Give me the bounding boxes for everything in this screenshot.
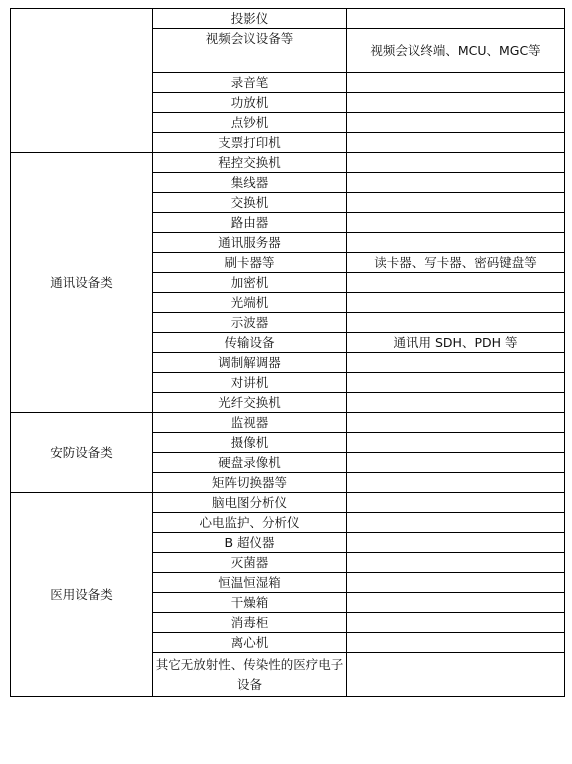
note-cell: [347, 453, 565, 473]
device-cell: 集线器: [153, 173, 347, 193]
device-cell: 通讯服务器: [153, 233, 347, 253]
device-cell: 加密机: [153, 273, 347, 293]
device-cell: 离心机: [153, 633, 347, 653]
device-cell: 点钞机: [153, 113, 347, 133]
device-cell: 示波器: [153, 313, 347, 333]
device-cell: B 超仪器: [153, 533, 347, 553]
note-cell: [347, 93, 565, 113]
device-cell: 传输设备: [153, 333, 347, 353]
note-cell: [347, 493, 565, 513]
equipment-table: [10, 8, 565, 697]
device-cell: 视频会议设备等: [153, 29, 347, 73]
device-cell: 光端机: [153, 293, 347, 313]
note-cell: [347, 213, 565, 233]
note-cell: [347, 653, 565, 697]
device-cell: 光纤交换机: [153, 393, 347, 413]
note-cell: [347, 113, 565, 133]
device-cell: 功放机: [153, 93, 347, 113]
device-cell: 交换机: [153, 193, 347, 213]
device-cell: 其它无放射性、传染性的医疗电子设备: [153, 653, 347, 697]
note-cell: [347, 373, 565, 393]
category-cell: 安防设备类: [11, 413, 153, 493]
note-cell: [347, 233, 565, 253]
table-row: [11, 9, 565, 29]
note-cell: [347, 393, 565, 413]
device-cell: 消毒柜: [153, 613, 347, 633]
note-cell: [347, 133, 565, 153]
note-cell: [347, 193, 565, 213]
table-row: [11, 413, 565, 433]
device-cell: 脑电图分析仪: [153, 493, 347, 513]
device-cell: 心电监护、分析仪: [153, 513, 347, 533]
note-cell: 读卡器、写卡器、密码键盘等: [347, 253, 565, 273]
device-cell: 矩阵切换器等: [153, 473, 347, 493]
device-cell: 刷卡器等: [153, 253, 347, 273]
category-cell: [11, 9, 153, 153]
note-cell: [347, 473, 565, 493]
note-cell: [347, 613, 565, 633]
device-cell: 投影仪: [153, 9, 347, 29]
note-cell: [347, 573, 565, 593]
device-cell: 灭菌器: [153, 553, 347, 573]
device-cell: 硬盘录像机: [153, 453, 347, 473]
device-cell: 摄像机: [153, 433, 347, 453]
note-cell: [347, 9, 565, 29]
note-cell: [347, 153, 565, 173]
table-body: [11, 9, 565, 697]
note-cell: [347, 353, 565, 373]
device-cell: 路由器: [153, 213, 347, 233]
device-cell: 监视器: [153, 413, 347, 433]
note-cell: [347, 313, 565, 333]
note-cell: [347, 553, 565, 573]
note-cell: [347, 593, 565, 613]
note-cell: [347, 293, 565, 313]
device-cell: 调制解调器: [153, 353, 347, 373]
table-row: [11, 493, 565, 513]
note-cell: [347, 433, 565, 453]
note-cell: [347, 633, 565, 653]
note-cell: [347, 513, 565, 533]
note-cell: [347, 413, 565, 433]
note-cell: 通讯用 SDH、PDH 等: [347, 333, 565, 353]
category-cell: 医用设备类: [11, 493, 153, 697]
note-cell: [347, 73, 565, 93]
note-cell: [347, 273, 565, 293]
device-cell: 恒温恒湿箱: [153, 573, 347, 593]
device-cell: 对讲机: [153, 373, 347, 393]
note-cell: 视频会议终端、MCU、MGC等: [347, 29, 565, 73]
device-cell: 录音笔: [153, 73, 347, 93]
category-cell: 通讯设备类: [11, 153, 153, 413]
note-cell: [347, 533, 565, 553]
note-cell: [347, 173, 565, 193]
device-cell: 支票打印机: [153, 133, 347, 153]
table-row: [11, 153, 565, 173]
device-cell: 干燥箱: [153, 593, 347, 613]
device-cell: 程控交换机: [153, 153, 347, 173]
